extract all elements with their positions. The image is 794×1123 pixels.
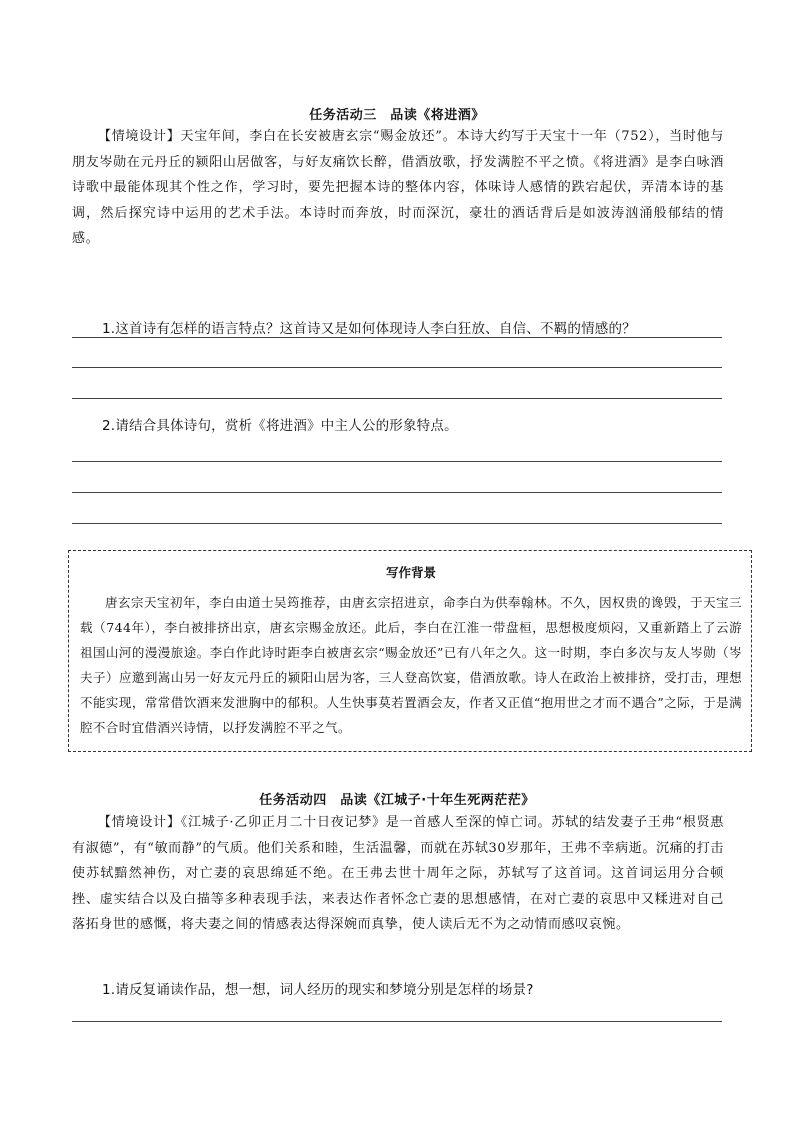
task3-heading: 任务活动三 品读《将进酒》 [309, 108, 485, 123]
answer-line[interactable] [72, 398, 722, 399]
answer-line[interactable] [72, 492, 722, 493]
task4-situation-paragraph: 【情境设计】《江城子·乙卯正月二十日夜记梦》是一首感人至深的悼亡词。苏轼的结发妻子王弗“根贤惠有淑德”，有“敏而静”的气质。他们关系和睦，生活温馨，而就在苏轼30岁那年，王弗不幸病逝。沉痛的打击使苏轼黯然神伤，对亡妻的哀思绵延不绝。在王弗去世十周年之际，苏轼写了这首词。这首词运用分合顿挫、虚实结合以及白描等多种表现手法，来表达作者怀念亡妻的思想感情，在对亡妻的哀思中又糅进对自己落拓身世的感慨，将夫妻之间的情感表达得深婉而真挚，使人读后无不为之动情而感叹哀惋。 [72, 815, 724, 933]
answer-line[interactable] [72, 461, 722, 462]
answer-line[interactable] [72, 367, 722, 368]
writing-background-text: 唐玄宗天宝初年，李白由道士吴筠推荐，由唐玄宗招进京，命李白为供奉翰林。不久，因权贵的谗毁，于天宝三载（744年），李白被排挤出京，唐玄宗赐金放还。此后，李白在江淮一带盘桓，思想极度烦闷，又重新踏上了云游祖国山河的漫漫旅途。李白作此诗时距李白被唐玄宗“赐金放还”已有八年之久。这一时期，李白多次与友人岑勋（岑夫子）应邀到嵩山另一好友元丹丘的颍阳山居为客，三人登高饮宴，借酒放歌。诗人在政治上被排挤，受打击，理想不能实现，常常借饮酒来发泄胸中的郁积。人生快事莫若置酒会友，作者又正值“抱用世之才而不遇合”之际，于是满腔不合时宜借酒兴诗情，以抒发满腔不平之气。 [80, 595, 742, 735]
writing-background-box [68, 550, 752, 752]
answer-line[interactable] [72, 523, 722, 524]
writing-background-title: 写作背景 [385, 565, 436, 580]
task3-question-2: 2.请结合具体诗句，赏析《将进酒》中主人公的形象特点。 [102, 418, 458, 434]
answer-line[interactable] [72, 1021, 722, 1022]
task4-question-1: 1.请反复诵读作品，想一想，词人经历的现实和梦境分别是怎样的场景? [102, 982, 534, 998]
task3-situation-paragraph: 【情境设计】天宝年间，李白在长安被唐玄宗“赐金放还”。本诗大约写于天宝十一年（752），当时他与朋友岑勋在元丹丘的颍阳山居做客，与好友痛饮长醉，借酒放歌，抒发满腔不平之愤。《将进酒》是李白咏酒诗歌中最能体现其个性之作，学习时，要先把握本诗的整体内容，体味诗人感情的跌宕起伏，弄清本诗的基调，然后探究诗中运用的艺术手法。本诗时而奔放，时而深沉，豪壮的酒话背后是如波涛汹涌般郁结的情感。 [72, 129, 724, 247]
task4-heading: 任务活动四 品读《江城子·十年生死两茫茫》 [259, 793, 535, 808]
answer-line[interactable] [72, 337, 722, 338]
task3-question-1: 1.这首诗有怎样的语言特点？这首诗又是如何体现诗人李白狂放、自信、不羁的情感的？ [102, 321, 636, 337]
